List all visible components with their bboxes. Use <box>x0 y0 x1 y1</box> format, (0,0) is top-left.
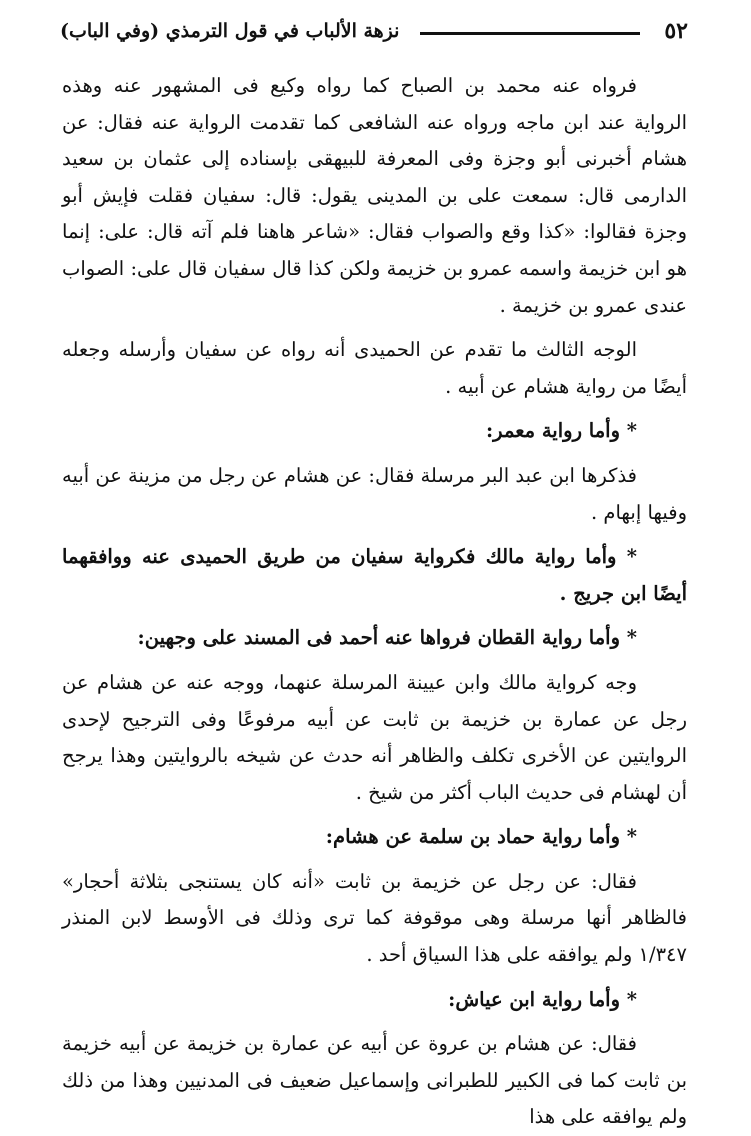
paragraph-4: وجه كرواية مالك وابن عيينة المرسلة عنهما، ووجه عنه عن هشام عن رجل عن عمارة بن خزيمة بن ثابت عن أبيه مرفوعًا وفى الترجيح لإحدى الروايتين عن الأخرى تكلف والظاهر أنه حدث عن شيخه بالروايتين وهذا يرجح أن لهشام فى حديث الباب أكثر من شيخ . <box>62 670 687 804</box>
paragraph-3: فذكرها ابن عبد البر مرسلة فقال: عن هشام عن رجل من مزينة عن أبيه وفيها إبهام . <box>62 463 687 524</box>
paragraph-6: فقال: عن هشام بن عروة عن أبيه عن عمارة بن خزيمة عن أبيه خزيمة بن ثابت كما فى الكبير للطبرانى وإسماعيل ضعيف فى المدنيين وهذا من ذلك ولم يوافقه على هذا <box>62 1032 687 1129</box>
section-heading-hammad: * وأما رواية حماد بن سلمة عن هشام: <box>325 825 637 849</box>
section-heading-malik: * وأما رواية مالك فكرواية سفيان من طريق الحميدى عنه ووافقهما أيضًا ابن جريج . <box>62 545 687 605</box>
section-heading-qattan: * وأما رواية القطان فرواها عنه أحمد فى المسند على وجهين: <box>137 626 637 650</box>
page-number: ٥٢ <box>664 18 688 44</box>
section-heading-mamar: * وأما رواية معمر: <box>485 419 637 443</box>
page-body <box>62 68 687 1136</box>
paragraph-1: فرواه عنه محمد بن الصباح كما رواه وكيع فى المشهور عنه وهذه الرواية عند ابن ماجه ورواه عنه الشافعى كما تقدمت الرواية عنه فقال: عن هشام أخبرنى أبو وجزة وفى المعرفة للبيهقى بإسناده إلى عثمان بن سعيد الدارمى قال: سمعت على بن المدينى يقول: قال: سفيان فقلت فإيش أبو وجزة فقالوا: «كذا وقع والصواب فقال: «شاعر هاهنا فلم آته قال: على: إنما هو ابن خزيمة واسمه عمرو بن خزيمة ولكن كذا قال سفيان قال على: الصواب عندى عمرو بن خزيمة . <box>62 74 687 317</box>
page-header <box>60 18 688 54</box>
header-rule <box>420 32 640 35</box>
section-heading-ibn-ayyash: * وأما رواية ابن عياش: <box>448 987 637 1011</box>
running-title: نزهة الألباب في قول الترمذي (وفي الباب) <box>60 20 400 42</box>
paragraph-5: فقال: عن رجل عن خزيمة بن ثابت «أنه كان يستنجى بثلاثة أحجار» فالظاهر أنها مرسلة وهى موقوفة كما ترى وذلك فى الأوسط لابن المنذر ١/٣٤٧ ولم يوافقه على هذا السياق أحد . <box>62 869 687 967</box>
paragraph-2: الوجه الثالث ما تقدم عن الحميدى أنه رواه عن سفيان وأرسله وجعله أيضًا من رواية هشام عن أبيه . <box>62 338 687 398</box>
